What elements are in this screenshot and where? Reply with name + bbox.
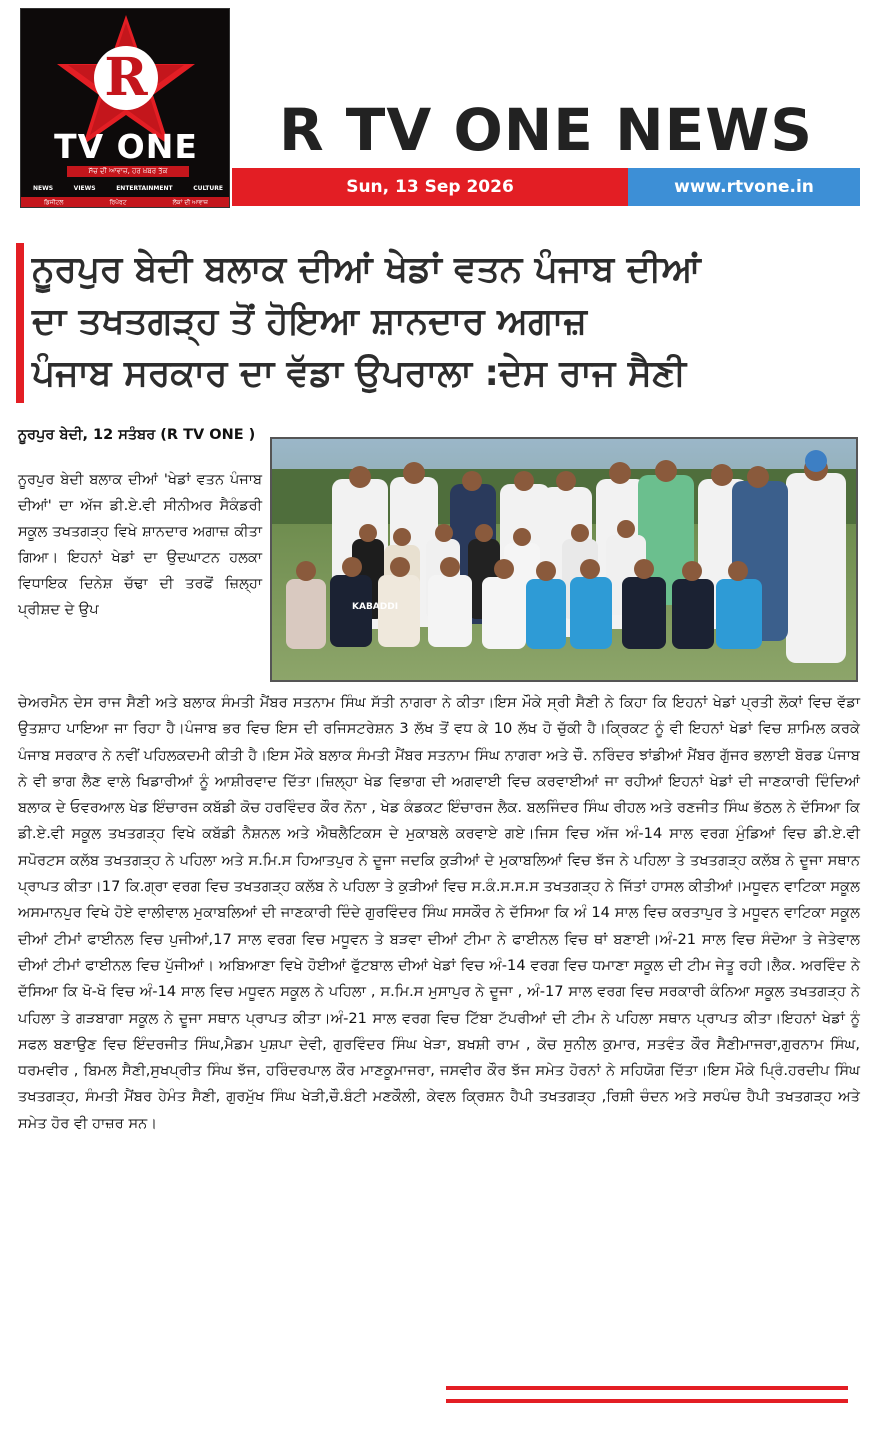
logo-icon-digital: ਡਿਜੀਟਲ <box>44 199 64 206</box>
headline-line-1: ਨੂਰਪੁਰ ਬੇਦੀ ਬਲਾਕ ਦੀਆਂ ਖੇਡਾਂ ਵਤਨ ਪੰਜਾਬ ਦੀਆਂ <box>32 249 701 290</box>
article-dateline: ਨੂਰਪੁਰ ਬੇਦੀ, 12 ਸਤੰਬਰ (R TV ONE ) <box>18 427 256 443</box>
group-photo <box>270 437 858 682</box>
logo-letter: R <box>94 46 158 110</box>
masthead-date: Sun, 13 Sep 2026 <box>232 168 628 206</box>
logo-nav-entertainment: ENTERTAINMENT <box>116 185 173 192</box>
article-intro: ਨੂਰਪੁਰ ਬੇਦੀ ਬਲਾਕ ਦੀਆਂ 'ਖੇਡਾਂ ਵਤਨ ਪੰਜਾਬ ਦੀਆਂ' ਦਾ ਅੱਜ ਡੀ.ਏ.ਵੀ ਸੀਨੀਅਰ ਸੈਕੰਡਰੀ ਸਕੂਲ ਤਖਤਗੜ੍ਹ ਵਿਖੇ ਸ਼ਾਨਦਾਰ ਅਗਾਜ਼ ਕੀਤਾ ਗਿਆ। ਇਹਨਾਂ ਖੇਡਾਂ ਦਾ ਉਦਘਾਟਨ ਹਲਕਾ ਵਿਧਾਇਕ ਦਿਨੇਸ਼ ਚੱਢਾ ਦੀ ਤਰਫੋਂ ਜ਼ਿਲ੍ਹਾ ਪ੍ਰੀਸ਼ਦ ਦੇ ਉਪ <box>18 472 262 618</box>
logo-tagline: ਸੱਚ ਦੀ ਆਵਾਜ਼, ਹਰ ਖ਼ਬਰ ਤੱਕ <box>67 166 189 177</box>
jersey-text: KABADDI <box>352 602 399 612</box>
logo-brand: TV ONE <box>54 127 198 166</box>
logo-icon-report: ਰਿਪੋਰਟ <box>109 199 127 206</box>
logo-nav-views: VIEWS <box>73 185 96 192</box>
footer-rule-bottom <box>446 1399 848 1403</box>
headline-accent-bar <box>16 243 24 403</box>
masthead-title: R TV ONE NEWS <box>278 96 814 164</box>
logo-icon-voice: ਲੋਕਾਂ ਦੀ ਆਵਾਜ਼ <box>172 199 208 206</box>
logo-nav-row <box>33 185 223 192</box>
logo-nav-culture: CULTURE <box>193 185 223 192</box>
logo-icon-row <box>21 197 230 208</box>
article-body: ਚੇਅਰਮੈਨ ਦੇਸ ਰਾਜ ਸੈਣੀ ਅਤੇ ਬਲਾਕ ਸੰਮਤੀ ਮੈਂਬਰ ਸਤਨਾਮ ਸਿੰਘ ਸੱਤੀ ਨਾਗਰਾ ਨੇ ਕੀਤਾ।ਇਸ ਮੌਕੇ ਸ੍ਰੀ ਸੈਣੀ ਨੇ ਕਿਹਾ ਕਿ ਇਹਨਾਂ ਖੇਡਾਂ ਪ੍ਰਤੀ ਲੋਕਾਂ ਵਿਚ ਵੱਡਾ ਉਤਸ਼ਾਹ ਪਾਇਆ ਜਾ ਰਿਹਾ ਹੈ।ਪੰਜਾਬ ਭਰ ਵਿਚ ਇਸ ਦੀ ਰਜਿਸਟਰੇਸ਼ਨ 3 ਲੱਖ ਤੋਂ ਵਧ ਕੇ 10 ਲੱਖ ਹੋ ਚੁੱਕੀ ਹੈ।ਕ੍ਰਿਕਟ ਨੂੰ ਵੀ ਇਹਨਾਂ ਖੇਡਾਂ ਵਿਚ ਸ਼ਾਮਿਲ ਕਰਕੇ ਪੰਜਾਬ ਸਰਕਾਰ ਨੇ ਨਵੀਂ ਪਹਿਲਕਦਮੀ ਕੀਤੀ ਹੈ।ਇਸ ਮੌਕੇ ਬਲਾਕ ਸੰਮਤੀ ਮੈਂਬਰ ਸਤਨਾਮ ਸਿੰਘ ਨਾਗਰਾ ਅਤੇ ਚੌ. ਨਰਿੰਦਰ ਝਾਂਡੀਆਂ ਮੈਂਬਰ ਗੁੱਜਰ ਭਲਾਈ ਬੋਰਡ ਪੰਜਾਬ ਨੇ ਵੀ ਭਾਗ ਲੈਣ ਵਾਲੇ ਖਿਡਾਰੀਆਂ ਨੂੰ ਆਸ਼ੀਰਵਾਦ ਦਿੱਤਾ।ਜ਼ਿਲ੍ਹਾ ਖੇਡ ਵਿਭਾਗ ਦੀ ਅਗਵਾਈ ਵਿਚ ਕਰਵਾਈਆਂ ਜਾ ਰਹੀਆਂ ਇਹਨਾਂ ਖੇਡਾਂ ਦੀ ਜਾਣਕਾਰੀ ਦਿੰਦਿਆਂ ਬਲਾਕ ਦੇ ਓਵਰਆਲ ਖੇਡ ਇੰਚਾਰਜ ਕਬੱਡੀ ਕੋਚ ਹਰਵਿੰਦਰ ਕੌਰ ਨੋਨਾ , ਖੇਡ ਕੰਡਕਟ ਇੰਚਾਰਜ ਲੈਕ. ਬਲਜਿੰਦਰ ਸਿੰਘ ਰੀਹਲ ਅਤੇ ਰਣਜੀਤ ਸਿੰਘ ਭੱਠਲ ਨੇ ਦੱਸਿਆ ਕਿ ਡੀ.ਏ.ਵੀ ਸਕੂਲ ਤਖਤਗੜ੍ਹ ਵਿਖੇ ਕਬੱਡੀ ਨੈਸ਼ਨਲ ਅਤੇ ਐਥਲੈਟਿਕਸ ਦੇ ਮੁਕਾਬਲੇ ਕਰਵਾਏ ਗਏ।ਜਿਸ ਵਿਚ ਅੱਜ ਅੰ-14 ਸਾਲ ਵਰਗ ਮੁੰਡਿਆਂ ਵਿਚ ਡੀ.ਏ.ਵੀ ਸਪੋਰਟਸ ਕਲੱਬ ਤਖਤਗੜ੍ਹ ਨੇ ਪਹਿਲਾ ਅਤੇ ਸ.ਮਿ.ਸ ਹਿਆਤਪੁਰ ਨੇ ਦੂਜਾ ਜਦਕਿ ਕੁੜੀਆਂ ਦੇ ਮੁਕਾਬਲਿਆਂ ਵਿਚ ਝੱਜ ਨੇ ਪਹਿਲਾ ਤੇ ਤਖਤਗੜ੍ਹ ਕਲੱਬ ਨੇ ਦੂਜਾ ਸਥਾਨ ਪ੍ਰਾਪਤ ਕੀਤਾ।17 ਕਿ.ਗ੍ਰਾ ਵਰਗ ਵਿਚ ਤਖਤਗੜ੍ਹ ਕਲੱਬ ਨੇ ਪਹਿਲਾ ਤੇ ਕੁੜੀਆਂ ਵਿਚ ਸ.ਕੰ.ਸ.ਸ.ਸ ਤਖਤਗੜ੍ਹ ਨੇ ਜਿੱਤਾਂ ਹਾਸਲ ਕੀਤੀਆਂ।ਮਧੂਵਨ ਵਾਟਿਕਾ ਸਕੂਲ ਅਸਮਾਨਪੁਰ ਵਿਖੇ ਹੋਏ ਵਾਲੀਵਾਲ ਮੁਕਾਬਲਿਆਂ ਦੀ ਜਾਣਕਾਰੀ ਦਿੰਦੇ ਗੁਰਵਿੰਦਰ ਸਿੰਘ ਸਸਕੌਰ ਨੇ ਦੱਸਿਆ ਕਿ ਅੰ 14 ਸਾਲ ਵਿਚ ਕਰਤਾਪੁਰ ਤੇ ਮਧੂਵਨ ਵਾਟਿਕਾ ਸਕੂਲ ਦੀਆਂ ਟੀਮਾਂ ਫਾਈਨਲ ਵਿਚ ਪੁਜੀਆਂ,17 ਸਾਲ ਵਰਗ ਵਿਚ ਮਧੂਵਨ ਤੇ ਬੜਵਾ ਦੀਆਂ ਟੀਮਾ ਨੇ ਫਾਈਨਲ ਵਿਚ ਥਾਂ ਬਣਾਈ।ਅੰ-21 ਸਾਲ ਵਿਚ ਸੰਦੋਆ ਤੇ ਜੇਤੇਵਾਲ ਦੀਆਂ ਟੀਮਾਂ ਫਾਈਨਲ ਵਿਚ ਪੁੱਜੀਆਂ। ਅਬਿਆਣਾ ਵਿਖੇ ਹੋਈਆਂ ਫੁੱਟਬਾਲ ਦੀਆਂ ਖੇਡਾਂ ਵਿਚ ਅੰ-14 ਵਰਗ ਵਿਚ ਧਮਾਣਾ ਸਕੂਲ ਦੀ ਟੀਮ ਜੇਤੂ ਰਹੀ।ਲੈਕ. ਅਰਵਿੰਦ ਨੇ ਦੱਸਿਆ ਕਿ ਖੋ-ਖੋ ਵਿਚ ਅੰ-14 ਸਾਲ ਵਿਚ ਮਧੂਵਨ ਸਕੂਲ ਨੇ ਪਹਿਲਾ , ਸ.ਮਿ.ਸ ਮੁਸਾਪੁਰ ਨੇ ਦੂਜਾ , ਅੰ-17 ਸਾਲ ਵਰਗ ਵਿਚ ਸਰਕਾਰੀ ਕੰਨਿਆ ਸਕੂਲ ਤਖਤਗੜ੍ਹ ਨੇ ਪਹਿਲਾ ਤੇ ਗੜਬਾਗਾ ਸਕੂਲ ਨੇ ਦੂਜਾ ਸਥਾਨ ਪ੍ਰਾਪਤ ਕੀਤਾ।ਅੰ-21 ਸਾਲ ਵਰਗ ਵਿਚ ਟਿੱਬਾ ਟੱਪਰੀਆਂ ਦੀ ਟੀਮ ਨੇ ਪਹਿਲਾ ਸਥਾਨ ਪ੍ਰਾਪਤ ਕੀਤਾ।ਇਹਨਾਂ ਖੇਡਾਂ ਨੂੰ ਸਫਲ ਬਣਾਉਣ ਵਿਚ ਇੰਦਰਜੀਤ ਸਿੰਘ,ਮੈਡਮ ਪੁਸ਼ਪਾ ਦੇਵੀ, ਗੁਰਵਿੰਦਰ ਸਿੰਘ ਖੇੜਾ, ਬਖਸ਼ੀ ਰਾਮ , ਕੋਚ ਸੁਨੀਲ ਕੁਮਾਰ, ਸਤਵੰਤ ਕੌਰ ਸੈਣੀਮਾਜਰਾ,ਗੁਰਨਾਮ ਸਿੰਘ, ਧਰਮਵੀਰ , ਬਿਮਲ ਸੈਣੀ,ਸੁਖਪ੍ਰੀਤ ਸਿੰਘ ਝੱਜ, ਹਰਿੰਦਰਪਾਲ ਕੌਰ ਮਾਣਕੂਮਾਜਰਾ, ਜਸਵੀਰ ਕੌਰ ਝੱਜ ਸਮੇਤ ਹੋਰਨਾਂ ਨੇ ਸਹਿਯੋਗ ਦਿੱਤਾ।ਇਸ ਮੌਕੇ ਪ੍ਰਿੰ.ਹਰਦੀਪ ਸਿੰਘ ਤਖਤਗੜ੍ਹ, ਸੰਮਤੀ ਮੈਂਬਰ ਹੇਮੰਤ ਸੈਣੀ, ਗੁਰਮੁੱਖ ਸਿੰਘ ਖੇੜੀ,ਚੌ.ਬੰਟੀ ਮਣਕੌਲੀ, ਕੇਵਲ ਕ੍ਰਿਸ਼ਨ ਹੈਪੀ ਤਖਤਗੜ੍ਹ ,ਰਿਸ਼ੀ ਚੰਦਨ ਅਤੇ ਸਰਪੰਚ ਹੈਪੀ ਤਖਤਗੜ੍ਹ ਅਤੇ ਸਮੇਤ ਹੋਰ ਵੀ ਹਾਜ਼ਰ ਸਨ। <box>18 694 860 1132</box>
channel-logo <box>20 8 230 208</box>
headline-line-3: ਪੰਜਾਬ ਸਰਕਾਰ ਦਾ ਵੱਡਾ ਉਪਰਾਲਾ :ਦੇਸ ਰਾਜ ਸੈਣੀ <box>32 353 687 394</box>
masthead-website[interactable]: www.rtvone.in <box>628 168 860 206</box>
logo-nav-news: NEWS <box>33 185 54 192</box>
article-headline <box>32 244 862 400</box>
headline-line-2: ਦਾ ਤਖਤਗੜ੍ਹ ਤੋਂ ਹੋਇਆ ਸ਼ਾਨਦਾਰ ਅਗਾਜ਼ <box>32 301 587 342</box>
footer-rule-top <box>446 1386 848 1390</box>
